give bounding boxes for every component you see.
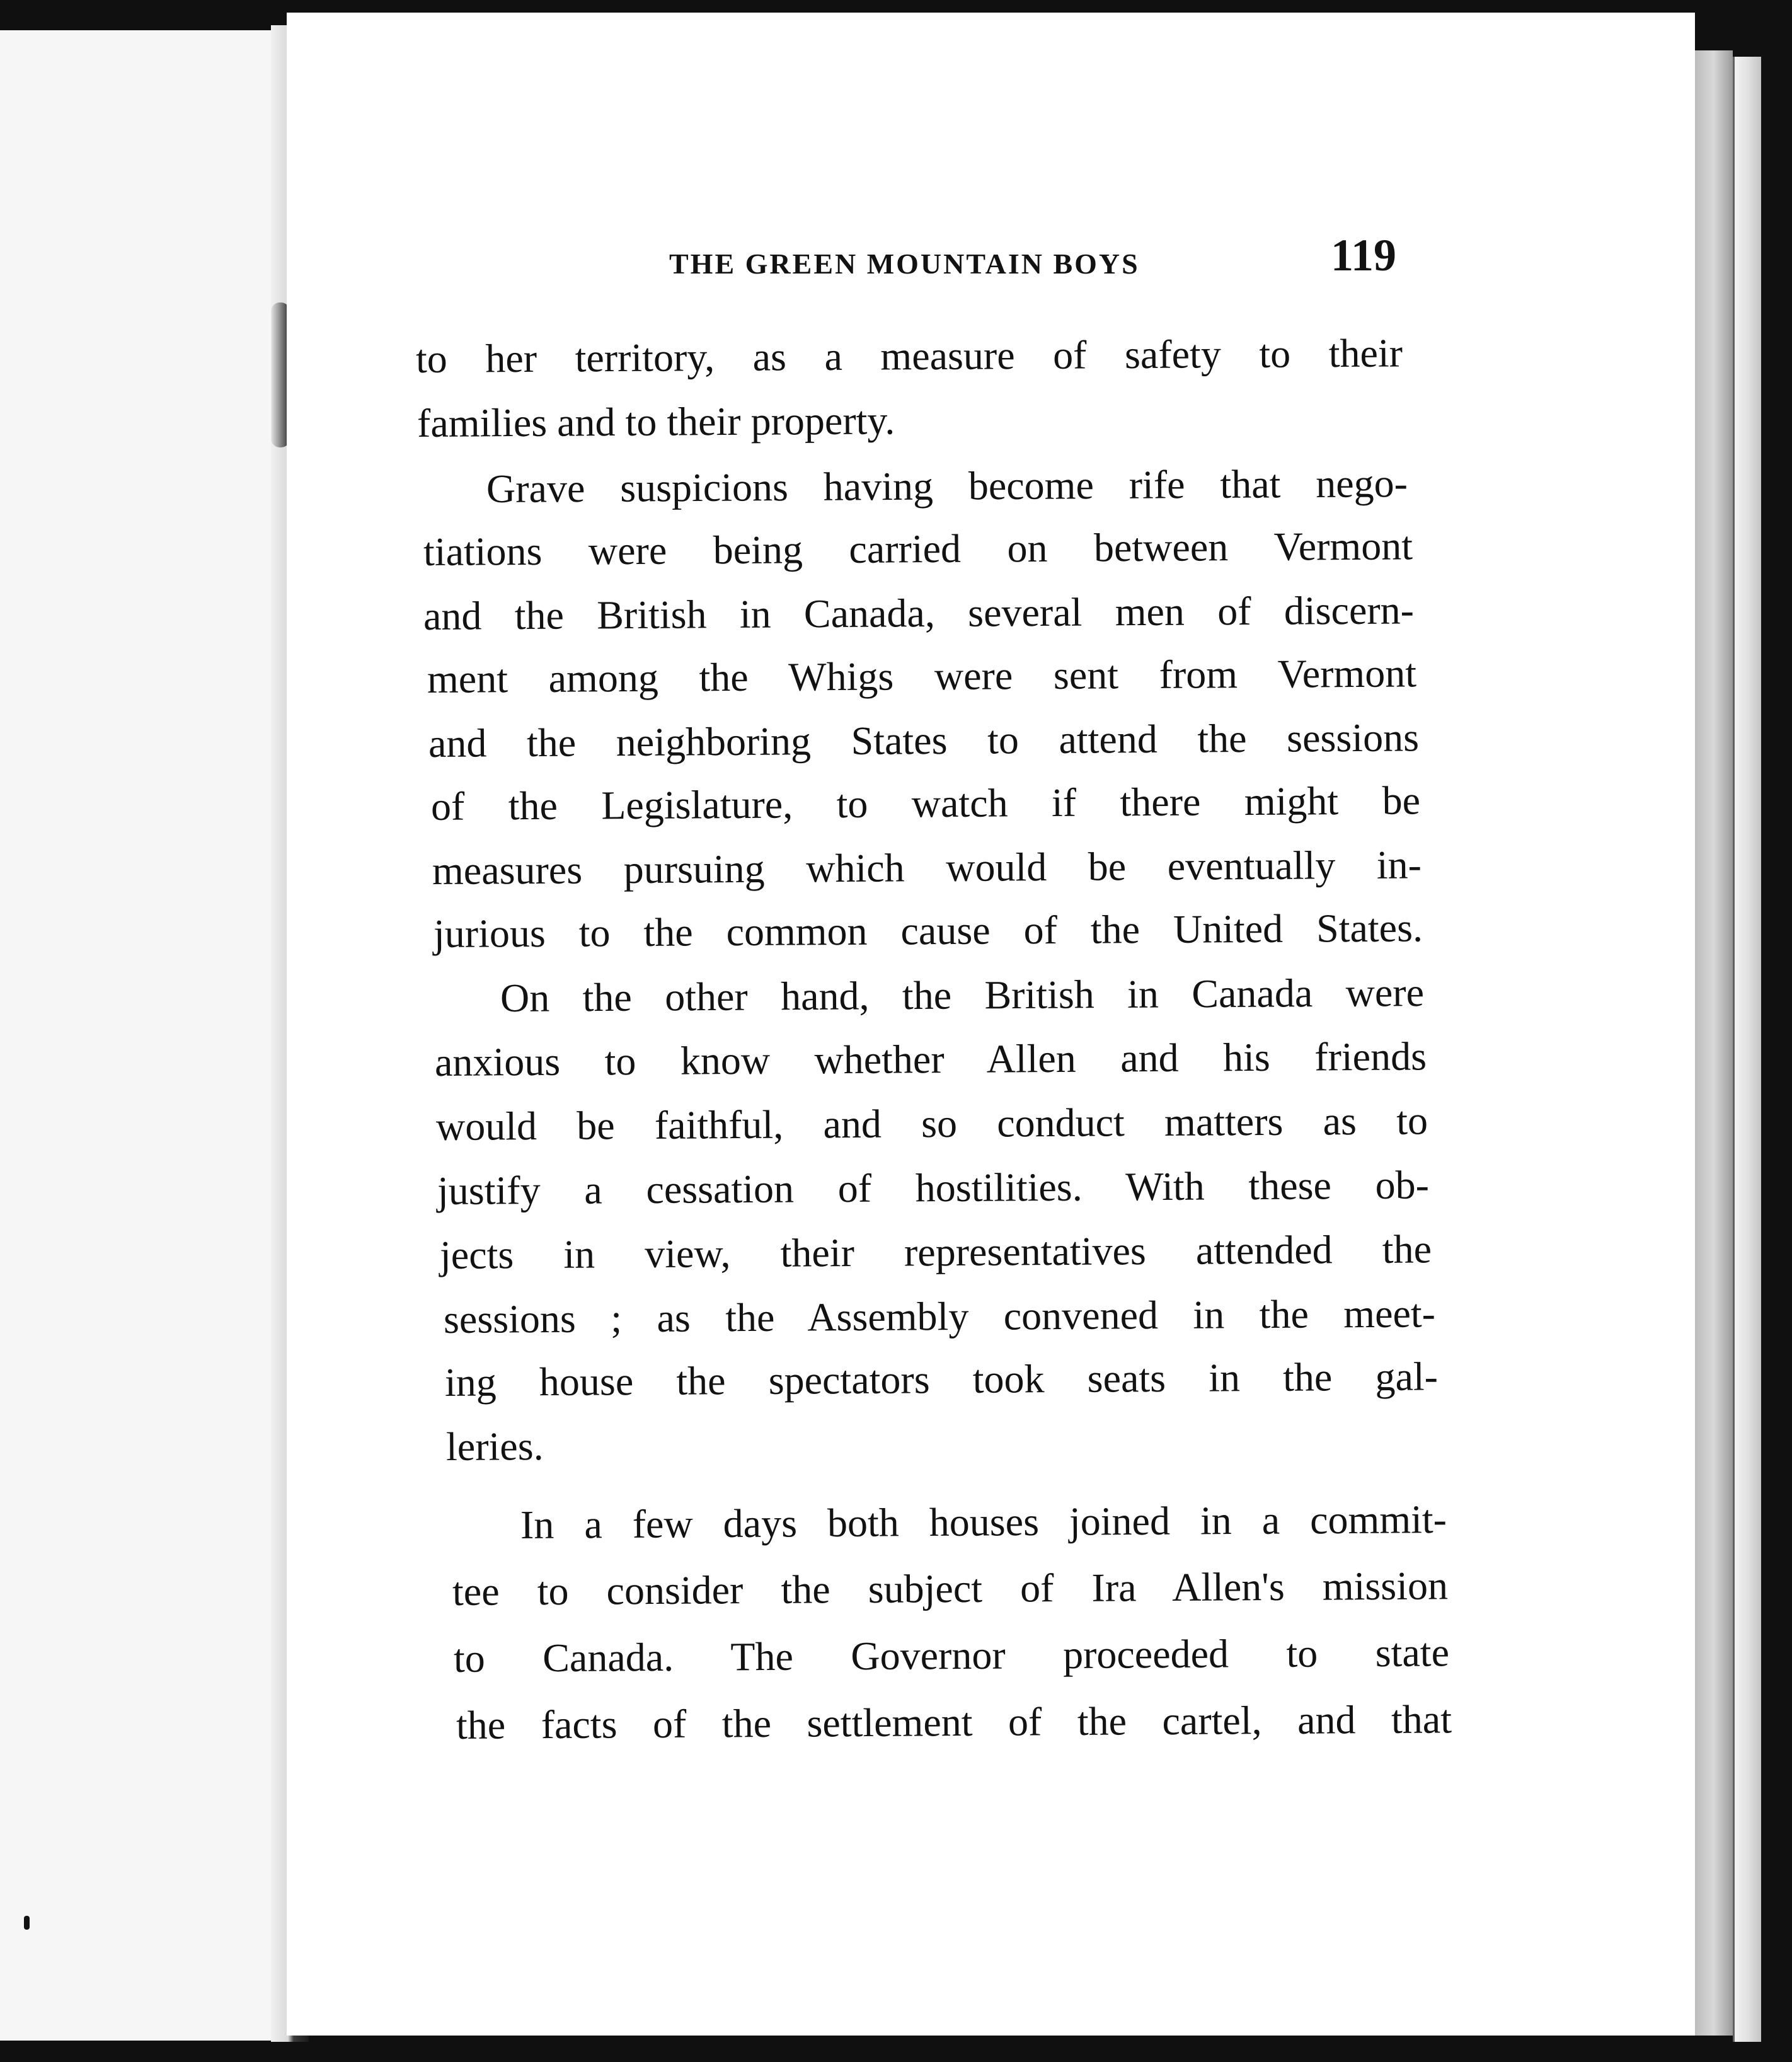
text-line: ing house the spectators took seats in the gal-: [444, 1354, 1439, 1405]
text-line: tiations were being carried on between Vermont: [423, 523, 1413, 574]
text-line: and the British in Canada, several men of discern-: [423, 587, 1415, 638]
text-line: On the other hand, the British in Canada were: [500, 970, 1425, 1020]
text-line: jects in view, their representatives attended the: [439, 1226, 1432, 1277]
text-line: tee to consider the subject of Ira Allen's mission: [452, 1563, 1449, 1614]
page-fore-edge: [1695, 50, 1733, 2036]
page-number: 119: [1331, 230, 1397, 280]
text-line: the facts of the settlement of the cartel, and that: [456, 1696, 1452, 1748]
text-line: families and to their property.: [416, 398, 895, 446]
left-blank-page: [0, 30, 296, 2041]
scan-speck: [24, 1916, 30, 1930]
cover-edge: [1733, 57, 1761, 2042]
text-line: leries.: [445, 1424, 544, 1469]
text-line: to her territory, as a measure of safety to their: [415, 330, 1403, 381]
text-line: would be faithful, and so conduct matters as to: [435, 1098, 1428, 1149]
text-line: Grave suspicions having become rife that nego-: [486, 461, 1408, 511]
text-line: In a few days both houses joined in a commit-: [520, 1497, 1447, 1547]
text-line: sessions ; as the Assembly convened in the meet-: [443, 1291, 1436, 1342]
running-head: THE GREEN MOUNTAIN BOYS: [669, 248, 1140, 280]
text-line: to Canada. The Governor proceeded to state: [453, 1630, 1450, 1681]
text-line: and the neighboring States to attend the sessions: [428, 715, 1420, 766]
text-line: measures pursuing which would be eventually in-: [432, 842, 1422, 893]
text-line: justify a cessation of hostilities. With these ob-: [437, 1162, 1430, 1213]
text-line: jurious to the common cause of the United States.: [433, 905, 1423, 956]
text-line: of the Legislature, to watch if there might be: [430, 778, 1421, 829]
text-line: anxious to know whether Allen and his friends: [434, 1034, 1427, 1085]
text-line: ment among the Whigs were sent from Vermont: [427, 650, 1417, 701]
